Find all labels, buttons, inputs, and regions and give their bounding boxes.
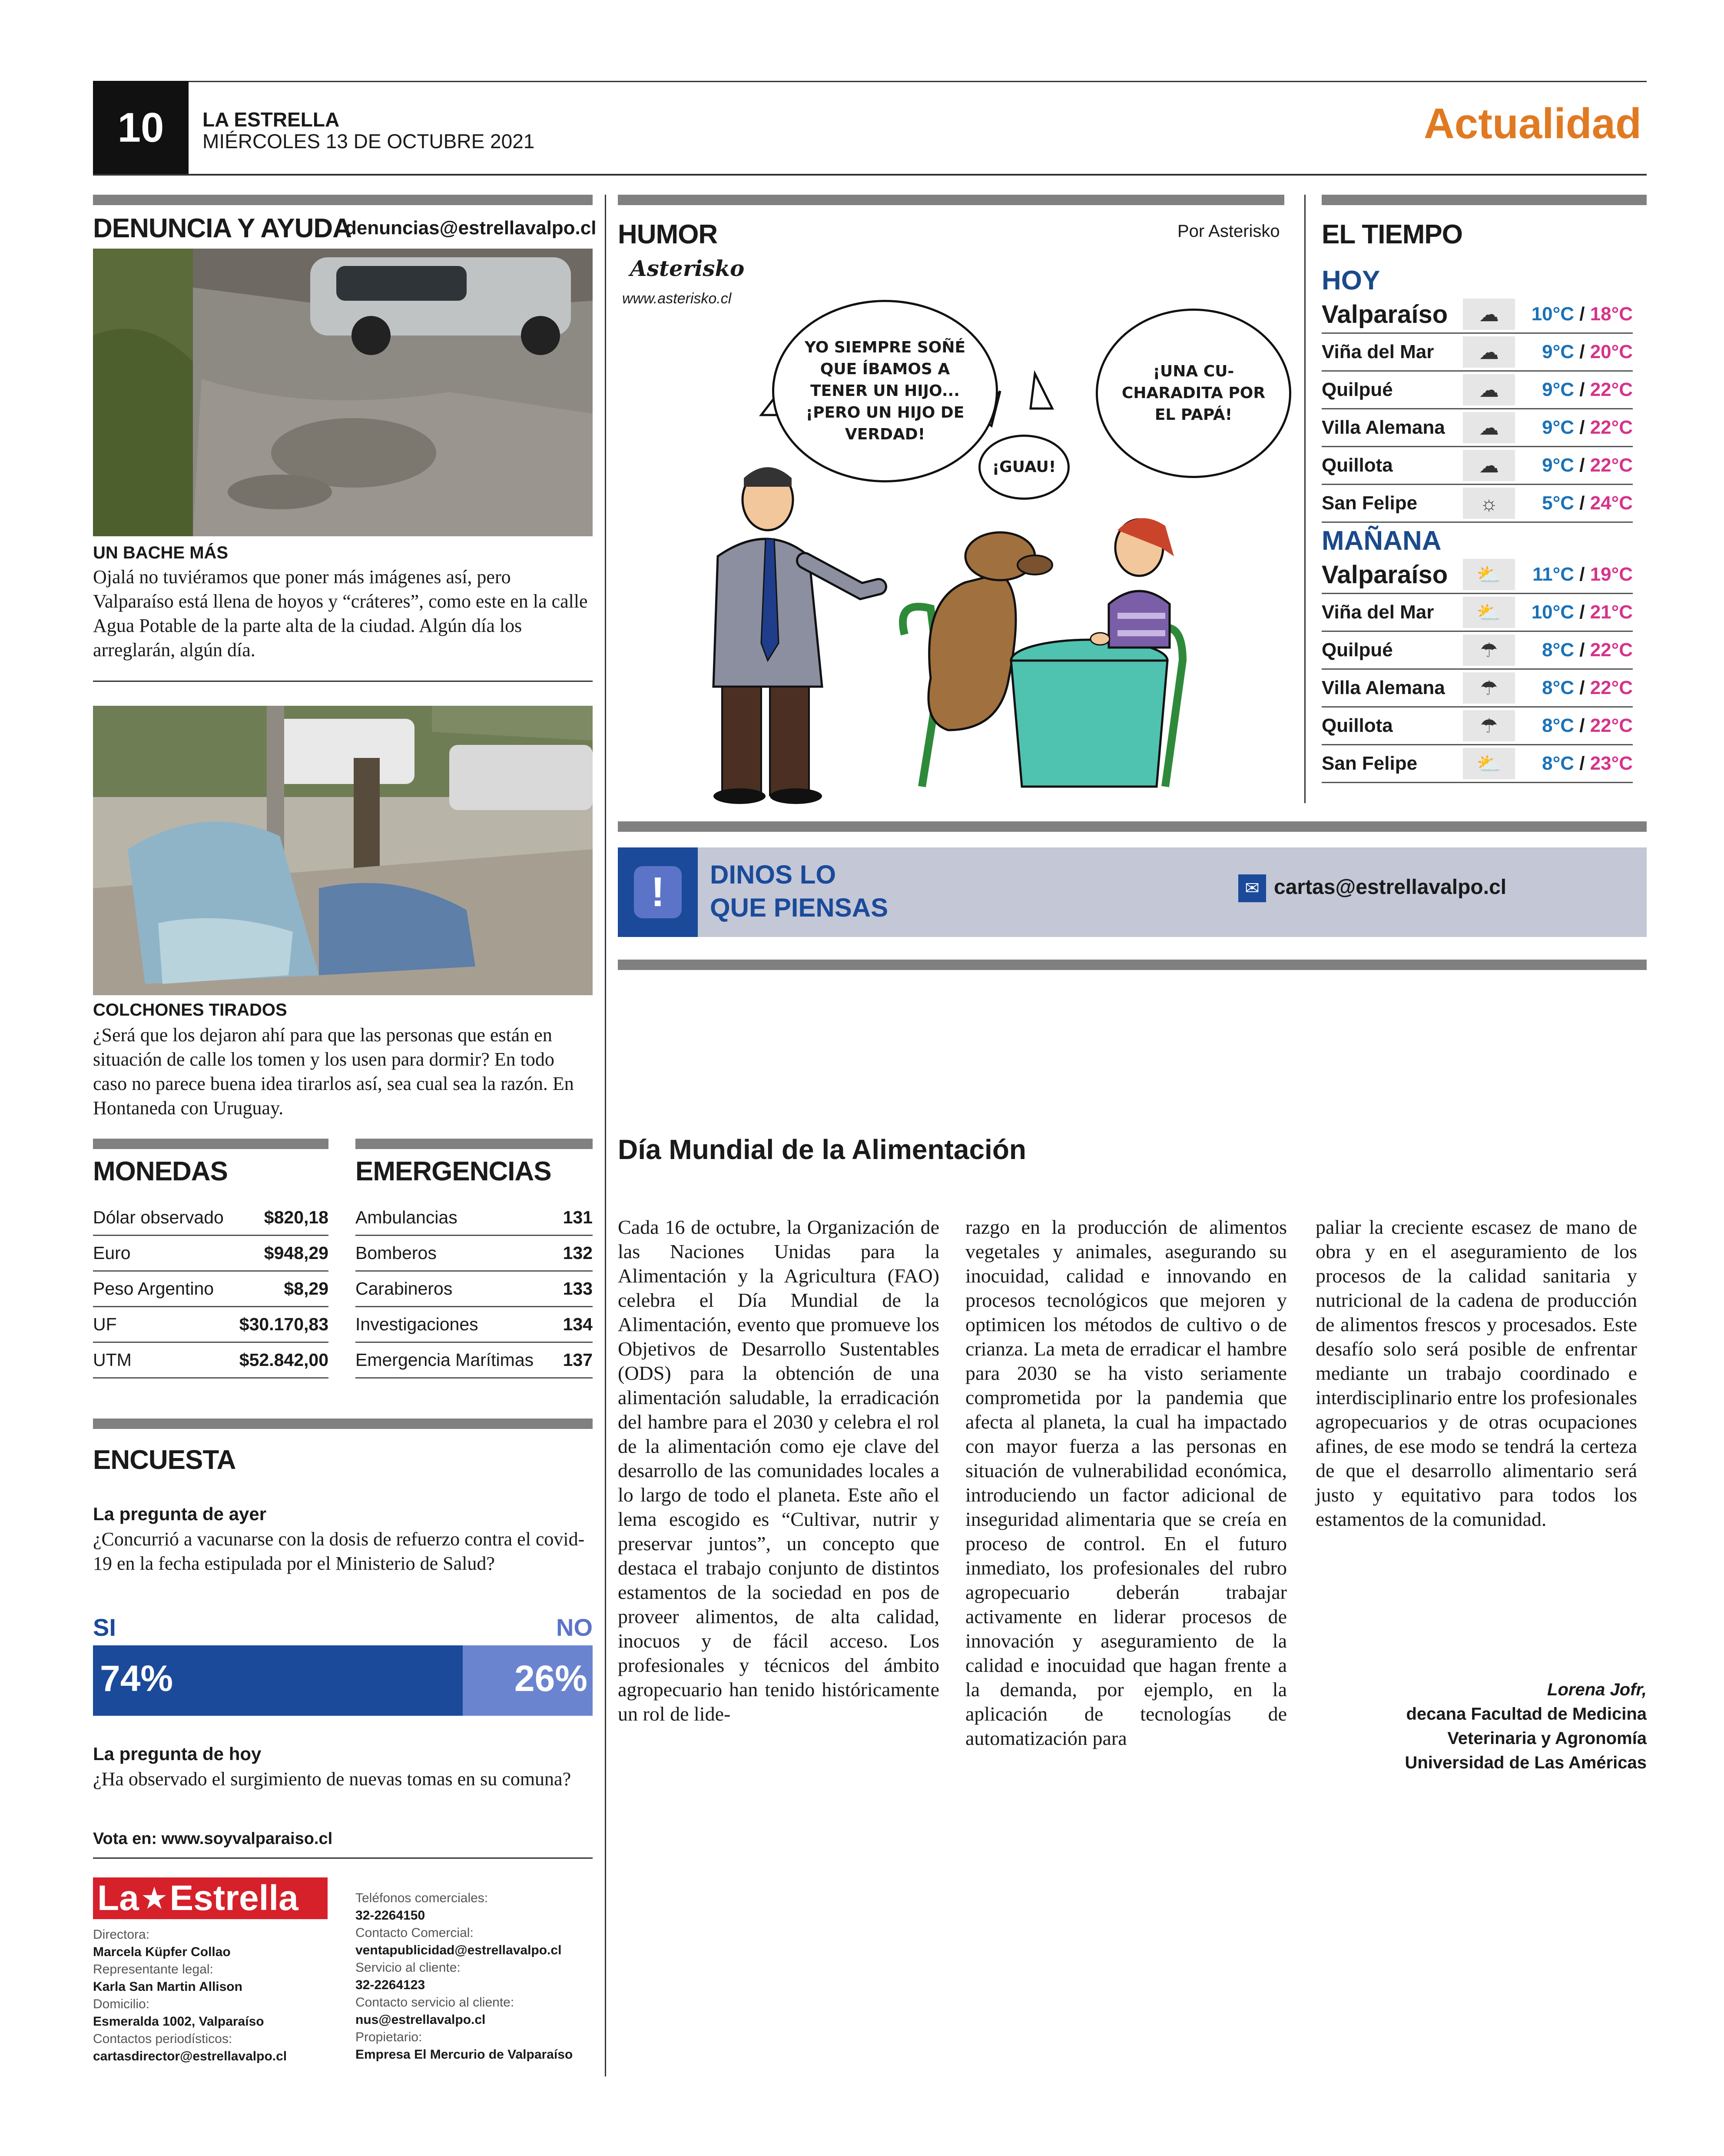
emergencia-number[interactable]: 137 (559, 1342, 593, 1378)
masthead-value: Karla San Martin Allison (93, 1980, 242, 1994)
logo-estrella: Estrella (169, 1878, 298, 1918)
comic-panel (618, 243, 1284, 813)
header-top-rule (93, 81, 1647, 82)
temp-max: 20°C (1590, 341, 1633, 362)
weather-row: Quilpué ☂ 8°C / 22°C (1322, 632, 1633, 670)
poll-no-percent: 26% (514, 1658, 587, 1699)
temp-max: 19°C (1590, 564, 1633, 585)
bache-heading: UN BACHE MÁS (93, 543, 229, 562)
emergencia-label: Bomberos (355, 1236, 559, 1271)
emergencias-row (355, 1342, 593, 1378)
sun-icon: ☼ (1463, 488, 1515, 519)
woman-speech-bubble: ¡UNA CU-CHARADITA POR EL PAPÁ! (1096, 309, 1291, 478)
emergencia-number[interactable]: 133 (559, 1271, 593, 1307)
masthead-label: Contacto servicio al cliente: (355, 1995, 514, 2010)
moneda-value: $30.170,83 (233, 1307, 328, 1342)
weather-row: Villa Alemana ☂ 8°C / 22°C (1322, 670, 1633, 708)
emergencias-row (355, 1307, 593, 1342)
masthead-value[interactable]: ventapublicidad@estrellavalpo.cl (355, 1943, 562, 1957)
moneda-label: Dólar observado (93, 1200, 233, 1236)
moneda-label: Euro (93, 1236, 233, 1271)
emergencias-title: EMERGENCIAS (355, 1156, 551, 1186)
masthead-value[interactable]: cartasdirector@estrellavalpo.cl (93, 2049, 287, 2063)
weather-divider (1304, 195, 1306, 803)
paper-date: MIÉRCOLES 13 DE OCTUBRE 2021 (202, 130, 535, 153)
si-label: SI (93, 1614, 116, 1641)
author-role: Universidad de Las Américas (1405, 1753, 1647, 1772)
partly-cloudy-icon: ⛅ (1463, 559, 1515, 590)
masthead-left (93, 1926, 287, 2065)
logo-la: La (97, 1878, 139, 1918)
monedas-row (93, 1307, 328, 1342)
temp-min: 8°C (1542, 715, 1574, 736)
emergencias-table (355, 1200, 593, 1379)
monedas-row (93, 1200, 328, 1236)
pregunta-ayer-text: ¿Concurrió a vacunarse con la dosis de refuerzo contra el covid-19 en la fecha estipulada por el Ministerio de Salud? (93, 1528, 585, 1574)
temp-max: 21°C (1590, 601, 1633, 623)
article-title: Día Mundial de la Alimentación (618, 1134, 1026, 1165)
temp-min: 10°C (1531, 601, 1574, 623)
temp-min: 10°C (1531, 303, 1574, 325)
emergencia-number[interactable]: 134 (559, 1307, 593, 1342)
article-column-3: paliar la creciente escasez de mano de obra y en el aseguramiento de los procesos de la calidad sanitaria y nutricional de la cadena de producción de alimentos frescos y procesados. Este desafío solo será posible de enfrentar mediante un trabajo coordinado e interdisciplinario entre los profesionales agropecuarios y de otras ocupaciones afines, de ese modo se tendrá la certeza de que el desarrollo alimentario será justo y equitativo para todos los estamentos de la comunidad. (1316, 1216, 1637, 1530)
masthead-label: Contacto Comercial: (355, 1926, 474, 1940)
author-role: Veterinaria y Agronomía (1447, 1729, 1647, 1748)
dinos-rule-top (618, 821, 1647, 832)
weather-city: San Felipe (1322, 492, 1418, 514)
weather-row: Quillota ☂ 8°C / 22°C (1322, 708, 1633, 745)
asterisko-signature: Asterisko (630, 256, 745, 281)
monedas-row (93, 1236, 328, 1271)
encuesta-title: ENCUESTA (93, 1445, 236, 1475)
emergencia-label: Investigaciones (355, 1307, 559, 1342)
masthead-value[interactable]: nus@estrellavalpo.cl (355, 2013, 486, 2027)
masthead-label: Domicilio: (93, 1997, 150, 2011)
masthead-value: Empresa El Mercurio de Valparaíso (355, 2047, 573, 2062)
mattress-photo (93, 706, 593, 995)
moneda-label: UTM (93, 1342, 233, 1378)
drizzle-icon: ☂ (1463, 710, 1515, 741)
dinos-line1: DINOS LO (710, 860, 836, 889)
mail-icon: ✉ (1238, 874, 1266, 902)
masthead-value: 32-2264123 (355, 1978, 425, 1992)
tiempo-hoy (1322, 265, 1633, 783)
man-speech-bubble: YO SIEMPRE SOÑÉ QUE ÍBAMOS A TENER UN HIJO... ¡PERO UN HIJO DE VERDAD! (772, 300, 998, 482)
emergencia-label: Carabineros (355, 1271, 559, 1307)
temp-min: 8°C (1542, 677, 1574, 698)
weather-row: Valparaíso ⛅ 11°C / 19°C (1322, 556, 1633, 594)
weather-city: Villa Alemana (1322, 677, 1445, 698)
moneda-value: $820,18 (233, 1200, 328, 1236)
temp-min: 9°C (1542, 379, 1574, 400)
weather-city: San Felipe (1322, 753, 1418, 774)
masthead-label: Servicio al cliente: (355, 1960, 461, 1975)
author-role: decana Facultad de Medicina (1406, 1704, 1647, 1724)
emergencias-rule (355, 1139, 593, 1149)
masthead-label: Propietario: (355, 2030, 422, 2044)
weather-row: Valparaíso ☁ 10°C / 18°C (1322, 296, 1633, 334)
temp-min: 9°C (1542, 341, 1574, 362)
pregunta-hoy-text: ¿Ha observado el surgimiento de nuevas tomas en su comuna? (93, 1768, 571, 1790)
moneda-value: $52.842,00 (233, 1342, 328, 1378)
colchones-text: ¿Será que los dejaron ahí para que las personas que están en situación de calle los tomen y los usen para dormir? En todo caso no parece buena idea tirarlos así, sea cual sea la razón. En Hontaneda con Uruguay. (93, 1024, 574, 1119)
masthead-label: Representante legal: (93, 1962, 213, 1977)
monedas-table (93, 1200, 328, 1379)
masthead-value: 32-2264150 (355, 1908, 425, 1923)
encuesta-rule (93, 1419, 593, 1429)
dinos-banner (618, 847, 1647, 937)
temp-max: 22°C (1590, 715, 1633, 736)
vota-link[interactable]: Vota en: www.soyvalparaiso.cl (93, 1830, 333, 1848)
weather-city: Valparaíso (1322, 560, 1448, 589)
pothole-photo (93, 249, 593, 536)
cloud-icon: ☁ (1463, 336, 1515, 368)
page-number: 10 (93, 81, 189, 175)
humor-rule (618, 195, 1284, 205)
dinos-line2: QUE PIENSAS (710, 893, 889, 922)
pregunta-ayer-heading: La pregunta de ayer (93, 1504, 267, 1524)
hoy-heading: HOY (1322, 266, 1380, 296)
dog-speech-bubble: ¡GUAU! (978, 435, 1070, 500)
tiempo-rule (1322, 195, 1647, 205)
temp-max: 18°C (1590, 303, 1633, 325)
cloud-icon: ☁ (1463, 450, 1515, 481)
temp-max: 24°C (1590, 492, 1633, 514)
temp-min: 11°C (1532, 564, 1574, 585)
weather-row: Villa Alemana ☁ 9°C / 22°C (1322, 409, 1633, 447)
weather-city: Viña del Mar (1322, 601, 1434, 623)
bache-text: Ojalá no tuviéramos que poner más imágenes así, pero Valparaíso está llena de hoyos y “cráteres”, como este en la calle Agua Potable de la parte alta de la ciudad. Algún día los arreglarán, algún día. (93, 566, 588, 661)
masthead-right (355, 1890, 573, 2063)
weather-row: San Felipe ⛅ 8°C / 23°C (1322, 745, 1633, 783)
temp-min: 5°C (1542, 492, 1574, 514)
emergencia-number[interactable]: 132 (559, 1236, 593, 1271)
partly-cloudy-icon: ⛅ (1463, 748, 1515, 779)
author-name: Lorena Jofr, (1547, 1680, 1647, 1699)
temp-max: 22°C (1590, 379, 1633, 400)
estrella-logo (93, 1877, 328, 1919)
asterisko-site: www.asterisko.cl (622, 290, 732, 307)
emergencias-row (355, 1236, 593, 1271)
denuncia-email[interactable]: denuncias@estrellavalpo.cl (345, 217, 597, 239)
weather-city: Quillota (1322, 715, 1393, 736)
weather-city: Valparaíso (1322, 300, 1448, 329)
section-title: Actualidad (1424, 100, 1641, 147)
weather-city: Quilpué (1322, 639, 1393, 661)
masthead-label: Teléfonos comerciales: (355, 1891, 488, 1905)
temp-min: 8°C (1542, 639, 1574, 661)
no-label: NO (556, 1614, 593, 1641)
temp-max: 22°C (1590, 639, 1633, 661)
cloud-icon: ☁ (1463, 374, 1515, 405)
article-column-1: Cada 16 de octubre, la Organización de las Naciones Unidas para la Alimentación y la Agricultura (FAO) celebra el Día Mundial de la Alimentación, evento que promueve los Objetivos de Desarrollo Sustentables (ODS) para la obtención de una alimentación saludable, la erradicación del hambre para el 2030 y celebra el rol de la alimentación como eje clave del desarrollo de las comunidades locales a lo largo de todo el planeta. Este año el lema escogido es “Cultivar, nutrir y preservar juntos”, un concepto que destaca el trabajo conjunto de distintos estamentos de la sociedad en pos de proveer alimentos, de alta calidad, inocuos y de fácil acceso. Los profesionales y técnicos del ámbito agropecuario han tenido históricamente un rol de lide- (618, 1216, 939, 1725)
tiempo-title: EL TIEMPO (1322, 219, 1463, 249)
temp-max: 22°C (1590, 417, 1633, 438)
paper-name: LA ESTRELLA (202, 108, 340, 131)
monedas-rule (93, 1139, 328, 1149)
denuncia-rule (93, 195, 593, 205)
emergencias-row (355, 1271, 593, 1307)
poll-bar (93, 1645, 593, 1716)
temp-min: 9°C (1542, 417, 1574, 438)
temp-max: 22°C (1590, 455, 1633, 476)
star-icon: ★ (140, 1881, 168, 1915)
temp-max: 22°C (1590, 677, 1633, 698)
temp-max: 23°C (1590, 753, 1633, 774)
temp-min: 9°C (1542, 455, 1574, 476)
masthead-value: Marcela Küpfer Collao (93, 1945, 231, 1959)
moneda-value: $948,29 (233, 1236, 328, 1271)
emergencia-label: Emergencia Marítimas (355, 1342, 559, 1378)
drizzle-icon: ☂ (1463, 672, 1515, 704)
poll-si-percent: 74% (100, 1658, 173, 1699)
weather-row: Viña del Mar ☁ 9°C / 20°C (1322, 334, 1633, 372)
denuncia-divider (93, 681, 593, 682)
emergencia-label: Ambulancias (355, 1200, 559, 1236)
header-bottom-rule (93, 174, 1647, 176)
humor-title: HUMOR (618, 219, 718, 249)
weather-row: Viña del Mar ⛅ 10°C / 21°C (1322, 594, 1633, 632)
monedas-row (93, 1342, 328, 1378)
masthead-label: Directora: (93, 1927, 150, 1942)
weather-city: Villa Alemana (1322, 417, 1445, 438)
encuesta-bottom-rule (93, 1857, 593, 1859)
dinos-rule-bottom (618, 960, 1647, 970)
exclamation-icon: ! (618, 847, 698, 937)
temp-min: 8°C (1542, 753, 1574, 774)
humor-byline: Por Asterisko (1177, 222, 1280, 241)
emergencias-row (355, 1200, 593, 1236)
moneda-value: $8,29 (233, 1271, 328, 1307)
weather-row: Quillota ☁ 9°C / 22°C (1322, 447, 1633, 485)
drizzle-icon: ☂ (1463, 635, 1515, 666)
partly-cloudy-icon: ⛅ (1463, 597, 1515, 628)
cloud-icon: ☁ (1463, 299, 1515, 330)
weather-row: Quilpué ☁ 9°C / 22°C (1322, 372, 1633, 409)
weather-city: Viña del Mar (1322, 341, 1434, 362)
monedas-row (93, 1271, 328, 1307)
monedas-title: MONEDAS (93, 1156, 228, 1186)
masthead-label: Contactos periodísticos: (93, 2032, 232, 2046)
pregunta-hoy-heading: La pregunta de hoy (93, 1744, 262, 1764)
weather-city: Quillota (1322, 455, 1393, 476)
moneda-label: UF (93, 1307, 233, 1342)
emergencia-number[interactable]: 131 (559, 1200, 593, 1236)
manana-heading: MAÑANA (1322, 526, 1442, 556)
colchones-heading: COLCHONES TIRADOS (93, 1000, 287, 1020)
masthead-value: Esmeralda 1002, Valparaíso (93, 2014, 264, 2029)
column-divider (605, 195, 606, 2076)
weather-row: San Felipe ☼ 5°C / 24°C (1322, 485, 1633, 523)
weather-city: Quilpué (1322, 379, 1393, 400)
article-column-2: razgo en la producción de alimentos vegetales y animales, asegurando su inocuidad, calidad e innovando en procesos tecnológicos que mejoren y optimicen los métodos de cultivo o de crianza. La meta de erradicar el hambre para 2030 se ha visto seriamente comprometida por la pandemia que afecta al planeta, la cual ha impactado con mayor fuerza a las personas en situación de vulnerabilidad económica, introduciendo un factor adicional de inseguridad alimentaria que se creía en proceso de control. En el futuro inmediato, los profesionales del rubro agropecuario deberán trabajar activamente en liderar procesos de innovación y aseguramiento de la calidad e inocuidad que hagan frente a la demanda, por ejemplo, en la aplicación de tecnologías de automatización para (965, 1216, 1287, 1749)
denuncia-title: DENUNCIA Y AYUDA (93, 213, 351, 243)
cloud-icon: ☁ (1463, 412, 1515, 443)
moneda-label: Peso Argentino (93, 1271, 233, 1307)
dinos-email[interactable]: cartas@estrellavalpo.cl (1274, 876, 1507, 899)
article-author (1405, 1678, 1647, 1775)
